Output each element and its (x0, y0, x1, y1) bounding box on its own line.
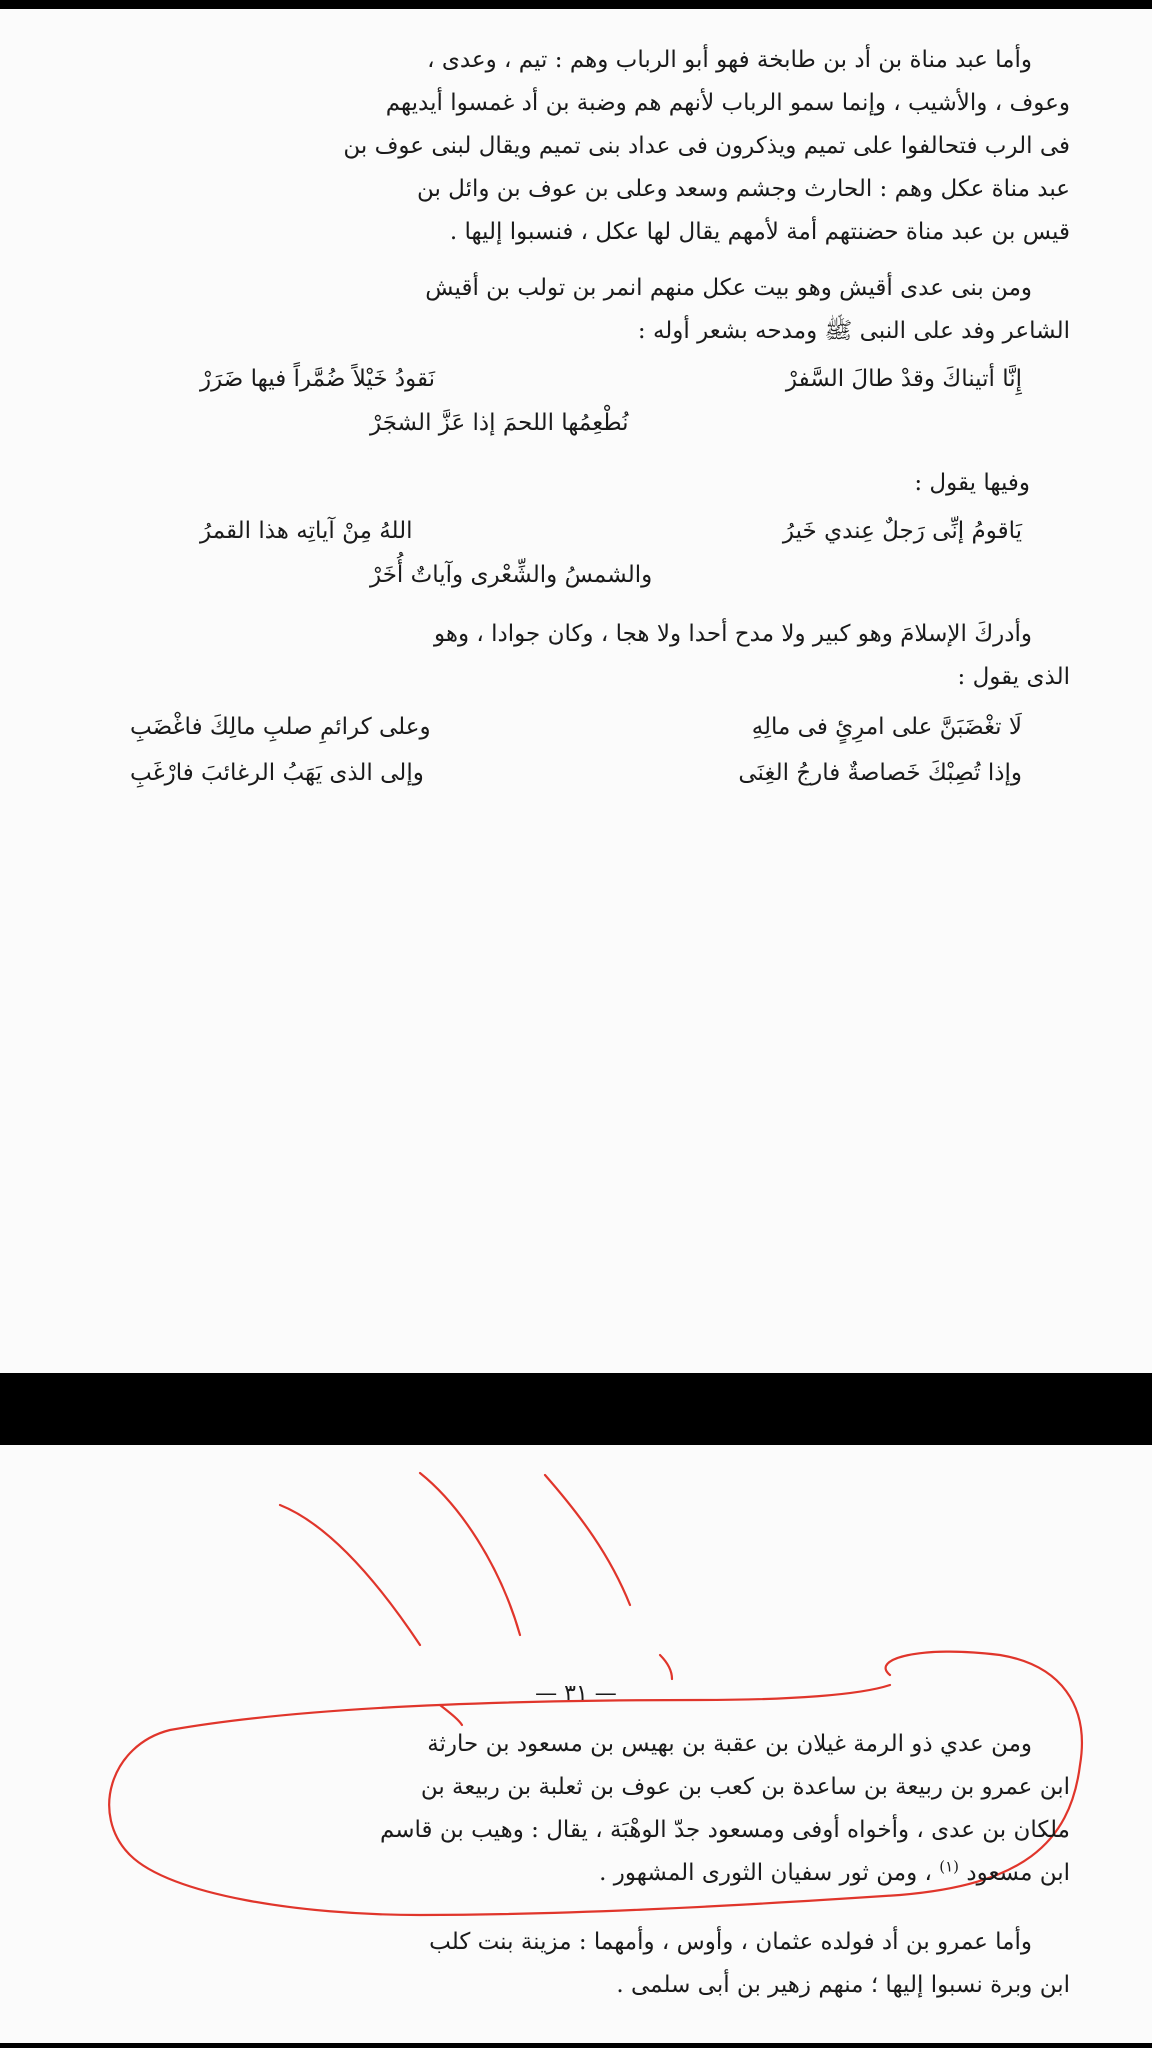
paragraph-abd-manat (60, 39, 1070, 254)
verse-2-continuation: والشمسُ والشِّعْرى وآياتٌ أُخَرْ (370, 562, 653, 588)
text-line: ابن وبرة نسبوا إليها ؛ منهم زهير بن أبى سلمى . (616, 1972, 1070, 1998)
text-fragment: ، ومن ثور سفيان الثورى المشهور . (599, 1860, 932, 1886)
verse-3-line-2-left: وإلى الذى يَهَبُ الرغائبَ فارْغَبِ (130, 760, 424, 786)
text-line: وعوف ، والأشيب ، وإنما سمو الرباب لأنهم هم وضبة بن أد غمسوا أيديهم (385, 90, 1070, 116)
annotation-stroke (660, 1655, 672, 1679)
page-top (0, 9, 1152, 1373)
text-line: ومن عدي ذو الرمة غيلان بن عقبة بن بهيس بن مسعود بن حارثة (427, 1731, 1032, 1757)
annotation-stroke (420, 1473, 520, 1635)
verse-3-line-1-left: وعلى كرائمِ صلبِ مالِكَ فاغْضَبِ (130, 714, 431, 740)
paragraph-dhu-al-rumma (60, 1723, 1070, 1895)
annotation-stroke (545, 1475, 630, 1605)
text-line: عبد مناة عكل وهم : الحارث وجشم وسعد وعلى بن عوف بن وائل بن (416, 176, 1070, 202)
verse-2-left-hemistich: اللهُ مِنْ آياتِه هذا القمرُ (200, 518, 413, 544)
verse-1-left-hemistich: نَقودُ خَيْلاً ضُمَّراً فيها ضَرَرْ (200, 366, 436, 392)
text-line: وأما عمرو بن أد فولده عثمان ، وأوس ، وأمهما : مزينة بنت كلب (429, 1929, 1032, 1955)
text-line: الذى يقول : (957, 664, 1070, 690)
verse-2-right-hemistich: يَاقومُ إنِّى رَجلٌ عِندي خَيرُ (782, 518, 1022, 544)
verse-3-line-2-right: وإذا تُصِبْكَ خَصاصةٌ فارجُ الغِنَى (738, 760, 1022, 786)
text-line: قيس بن عبد مناة حضنتهم أمة لأمهم يقال لها عكل ، فنسبوا إليها . (449, 219, 1070, 245)
text-line (60, 1852, 1070, 1895)
text-line: وأما عبد مناة بن أد بن طابخة فهو أبو الرباب وهم : تيم ، وعدى ، (427, 47, 1032, 73)
page-number: — ٣١ — (535, 1681, 617, 1706)
text-fragment: ابن مسعود (966, 1860, 1070, 1886)
text-line: فى الرب فتحالفوا على تميم ويذكرون فى عداد بنى تميم ويقال لبنى عوف بن (343, 133, 1070, 159)
text-line: ومن بنى عدى أقيش وهو بيت عكل منهم انمر بن تولب بن أقيش (425, 275, 1032, 301)
footnote-marker: (١) (939, 1857, 960, 1876)
verse-3-line-1-right: لَا تغْضَبَنَّ على امرِئٍ فى مالِهِ (751, 714, 1022, 740)
verse-2-intro: وفيها يقول : (914, 470, 1030, 496)
verse-1-right-hemistich: إِنَّا أتيناكَ وقدْ طالَ السَّفرْ (785, 366, 1022, 392)
verse-1-continuation: نُطْعِمُها اللحمَ إذا عَزَّ الشجَرْ (370, 410, 629, 436)
paragraph-uqaysh (60, 267, 1070, 353)
text-line: وأدركَ الإسلامَ وهو كبير ولا مدح أحدا ولا هجا ، وكان جوادا ، وهو (433, 621, 1032, 647)
annotation-stroke (440, 1705, 462, 1725)
text-line: الشاعر وفد على النبى ﷺ ومدحه بشعر أوله : (637, 318, 1070, 344)
page-bottom (0, 1445, 1152, 2043)
annotation-stroke (280, 1505, 420, 1645)
text-line: ابن عمرو بن ربيعة بن ساعدة بن كعب بن عوف بن ثعلبة بن ربيعة بن (420, 1774, 1070, 1800)
text-line: ملكان بن عدى ، وأخواه أوفى ومسعود جدّ الوهْبَة ، يقال : وهيب بن قاسم (379, 1817, 1070, 1843)
paragraph-amr-bin-udd (60, 1921, 1070, 2007)
paragraph-islam (60, 613, 1070, 699)
